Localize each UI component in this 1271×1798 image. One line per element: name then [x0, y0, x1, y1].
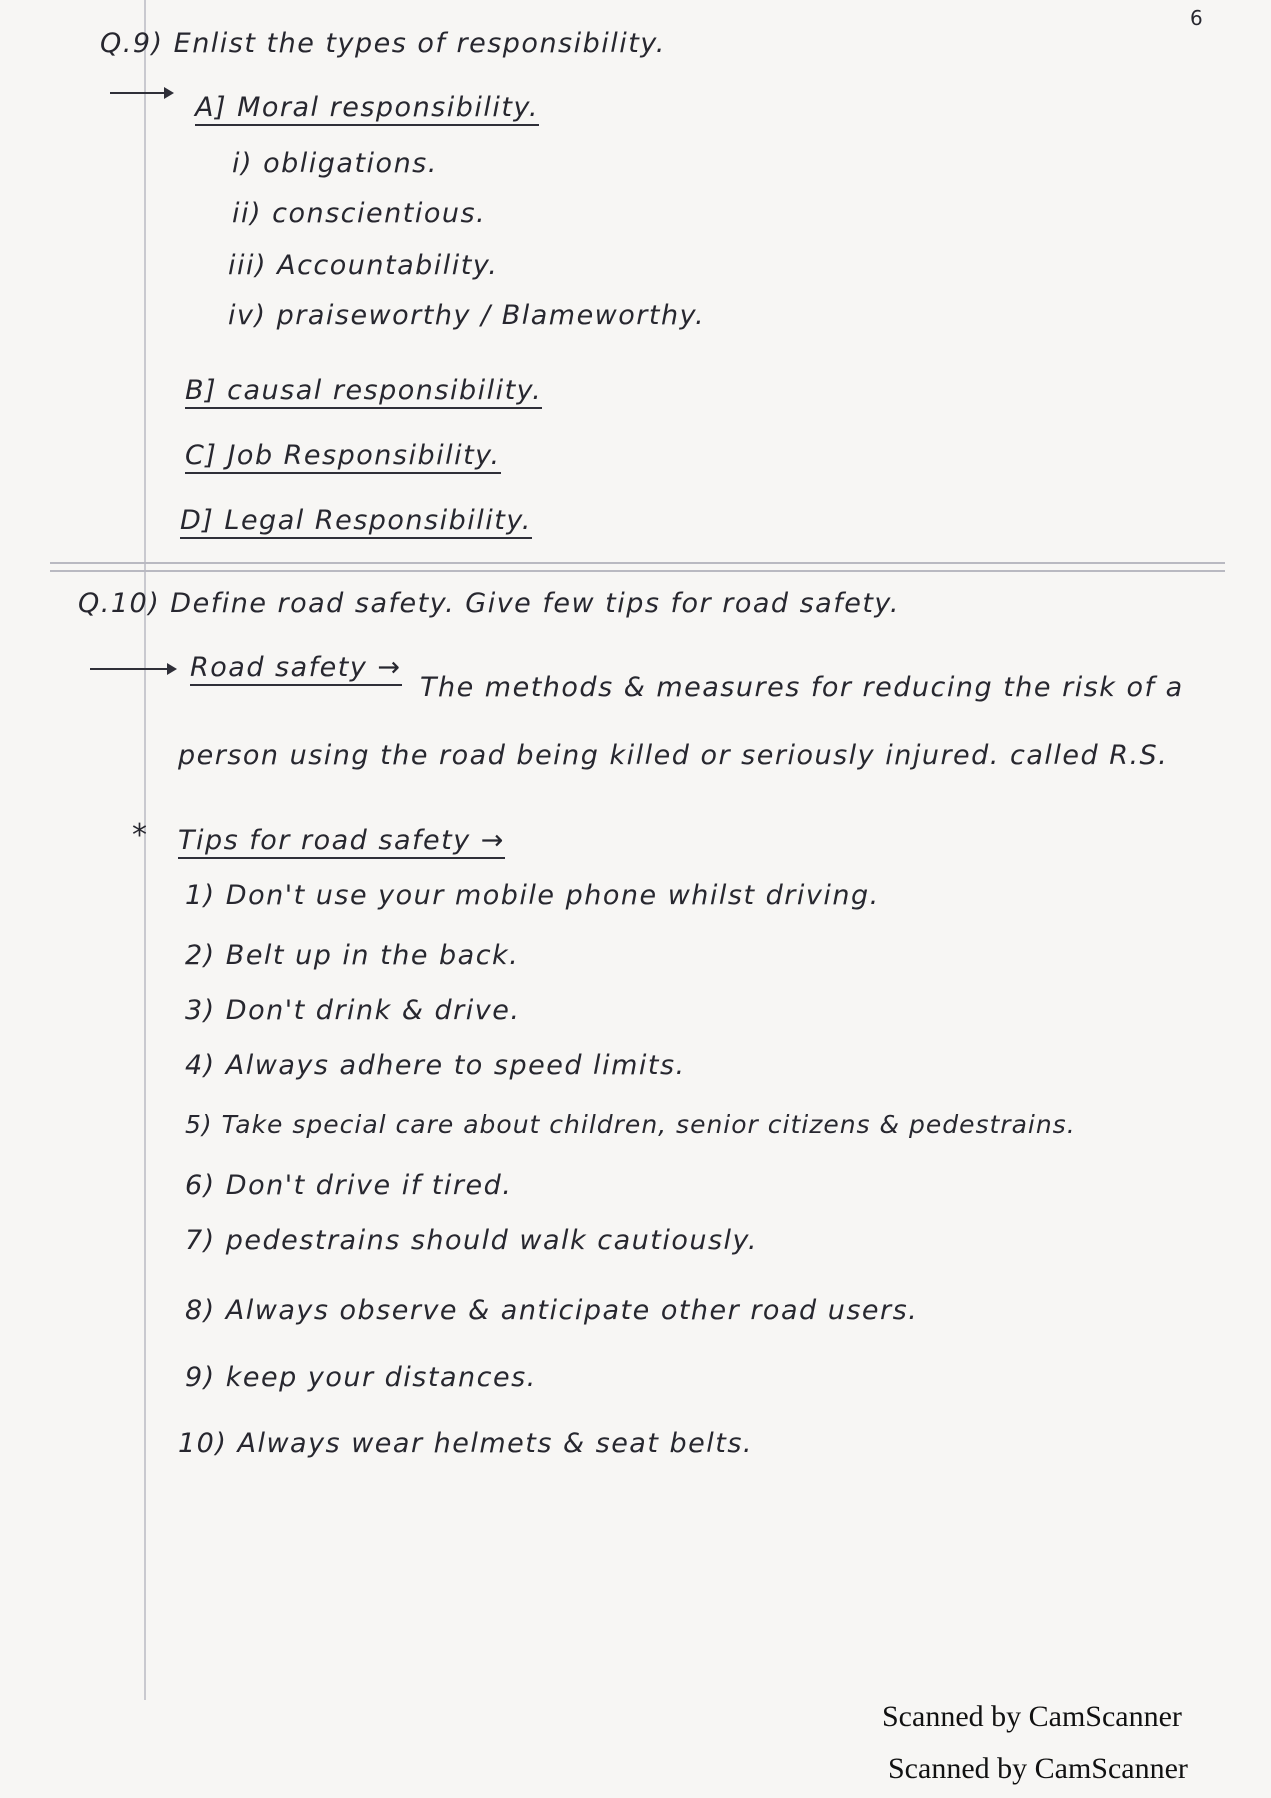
- definition-line: The methods & measures for reducing the risk of a: [420, 672, 1184, 703]
- camscanner-watermark: Scanned by CamScanner: [888, 1752, 1188, 1785]
- question-9: Q.9) Enlist the types of responsibility.: [100, 28, 666, 59]
- page-number: 6: [1190, 6, 1203, 30]
- tip-item: 10) Always wear helmets & seat belts.: [178, 1428, 754, 1459]
- list-item: ii) conscientious.: [232, 198, 487, 229]
- tip-item: 8) Always observe & anticipate other road users.: [185, 1295, 919, 1326]
- question-10: Q.10) Define road safety. Give few tips for road safety.: [78, 588, 900, 619]
- tip-item: 4) Always adhere to speed limits.: [185, 1050, 686, 1081]
- tip-item: 1) Don't use your mobile phone whilst driving.: [185, 880, 880, 911]
- list-item: i) obligations.: [232, 148, 438, 179]
- job-responsibility-heading: C] Job Responsibility.: [185, 440, 501, 471]
- list-item: iv) praiseworthy / Blameworthy.: [228, 300, 706, 331]
- tips-heading: Tips for road safety →: [178, 825, 505, 856]
- answer-arrow-icon: [110, 92, 172, 94]
- road-safety-label: Road safety →: [190, 652, 402, 683]
- section-divider: [50, 570, 1225, 572]
- list-item: iii) Accountability.: [228, 250, 499, 281]
- tip-item: 7) pedestrains should walk cautiously.: [185, 1225, 758, 1256]
- tip-item: 9) keep your distances.: [185, 1362, 537, 1393]
- tip-item: 6) Don't drive if tired.: [185, 1170, 513, 1201]
- moral-responsibility-heading: A] Moral responsibility.: [195, 92, 539, 123]
- legal-responsibility-heading: D] Legal Responsibility.: [180, 505, 532, 536]
- answer-arrow-icon: [90, 668, 175, 670]
- section-divider: [50, 562, 1225, 564]
- definition-line: person using the road being killed or seriously injured. called R.S.: [178, 740, 1169, 771]
- causal-responsibility-heading: B] causal responsibility.: [185, 375, 542, 406]
- tip-item: 3) Don't drink & drive.: [185, 995, 521, 1026]
- asterisk-icon: *: [132, 818, 147, 853]
- camscanner-watermark: Scanned by CamScanner: [882, 1700, 1182, 1733]
- tip-item: 5) Take special care about children, senior citizens & pedestrains.: [185, 1110, 1076, 1139]
- tip-item: 2) Belt up in the back.: [185, 940, 520, 971]
